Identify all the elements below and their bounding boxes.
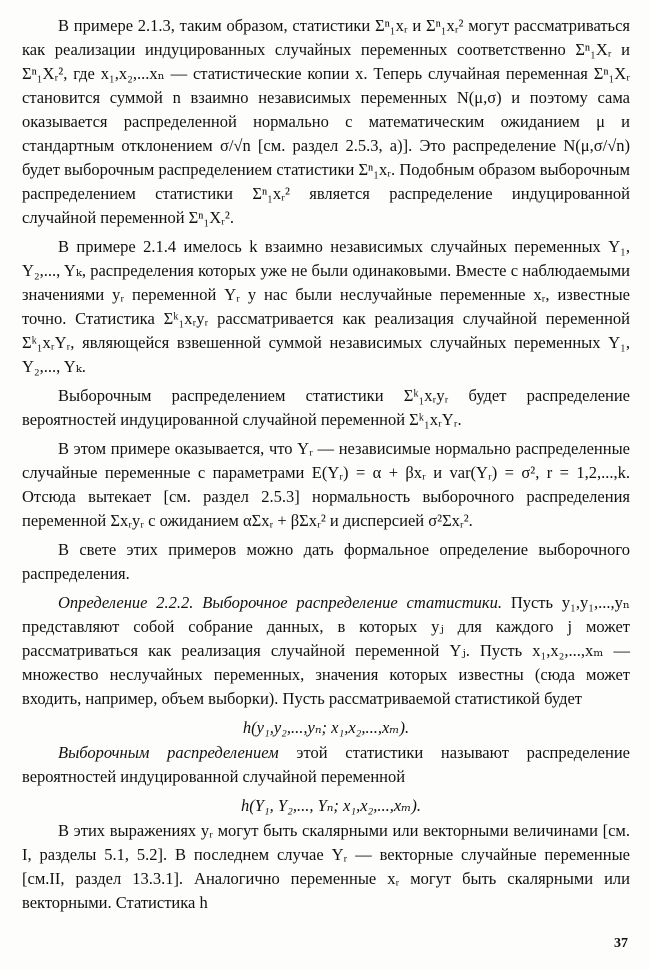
paragraph-formal-definition-intro: В свете этих примеров можно дать формальное определение выборочного распределения.	[22, 540, 630, 583]
definition-paragraph	[22, 591, 630, 711]
paragraph-final: В этих выражениях yᵣ могут быть скалярными или векторными величинами [см. I, разделы 5.1, 5.2]. В последнем случае Yᵣ — векторные случайные переменные [см.II, раздел 13.3.1]. Аналогично переменные xᵣ могут быть скалярными или векторными. Статистика h	[22, 821, 630, 912]
definition-heading: Определение 2.2.2. Выборочное распределение статистики.	[58, 593, 502, 612]
page-body	[22, 14, 630, 920]
formula-random-variable: h(Y₁, Y₂,..., Yₙ; x₁,x₂,...,xₘ).	[241, 796, 421, 815]
after-formula-text: этой статистики называют распределение вероятностей индуцированной случайной переменной	[22, 743, 630, 786]
after-formula-lead: Выборочным распределением	[58, 743, 279, 762]
paragraph-example-2-1-4: В примере 2.1.4 имелось k взаимно независимых случайных переменных Y₁, Y₂,..., Yₖ, распределения которых уже не были одинаковыми. Вместе с наблюдаемыми значениями yᵣ переменной Yᵣ у нас были неслучайные переменные xᵣ, известные точно. Статистика Σᵏ₁xᵣyᵣ рассматривается как реализация случайной переменной Σᵏ₁xᵣYᵣ, являющейся взвешенной суммой независимых случайных переменных Y₁, Y₂,..., Yₖ.	[22, 237, 630, 376]
paragraph-sampling-distribution: Выборочным распределением статистики Σᵏ₁xᵣyᵣ будет распределение вероятностей индуцированной случайной переменной Σᵏ₁xᵣYᵣ.	[22, 386, 630, 429]
paragraph-normal-parameters: В этом примере оказывается, что Yᵣ — независимые нормально распределенные случайные переменные с параметрами E(Yᵣ) = α + βxᵣ и var(Yᵣ) = σ², r = 1,2,...,k. Отсюда вытекает [см. раздел 2.5.3] нормальность выборочного распределения переменной Σxᵣyᵣ с ожиданием αΣxᵣ + βΣxᵣ² и дисперсией σ²Σxᵣ².	[22, 439, 630, 530]
paragraph-after-formula	[22, 741, 630, 789]
definition-text: Пусть y₁,y₁,...,yₙ представляют собой собрание данных, в которых yⱼ для каждого j может рассматриваться как реализация случайной переменной Yⱼ. Пусть x₁,x₂,...,xₘ — множество неслучайных переменных, значения которых известны (сюда может входить, например, объем выборки). Пусть рассматриваемой статистикой будет	[22, 593, 630, 708]
paragraph-example-2-1-3: В примере 2.1.3, таким образом, статистики Σⁿ₁xᵣ и Σⁿ₁xᵣ² могут рассматриваться как реализации индуцированных случайных переменных соответственно Σⁿ₁Xᵣ и Σⁿ₁Xᵣ², где x₁,x₂,...xₙ — статистические копии x. Теперь случайная переменная Σⁿ₁Xᵣ становится суммой n взаимно независимых переменных N(μ,σ) и поэтому сама оказывается распределенной нормально с математическим ожиданием μ и стандартным отклонением σ/√n [см. раздел 2.5.3, а)]. Это распределение N(μ,σ/√n) будет выборочным распределением статистики Σⁿ₁xᵣ. Подобным образом выборочным распределением статистики Σⁿ₁xᵣ² является распределение индуцированной случайной переменной Σⁿ₁Xᵣ².	[22, 16, 630, 227]
page-number: 37	[614, 936, 628, 951]
formula-statistic: h(y₁,y₂,...,yₙ; x₁,x₂,...,xₘ).	[242, 718, 410, 737]
